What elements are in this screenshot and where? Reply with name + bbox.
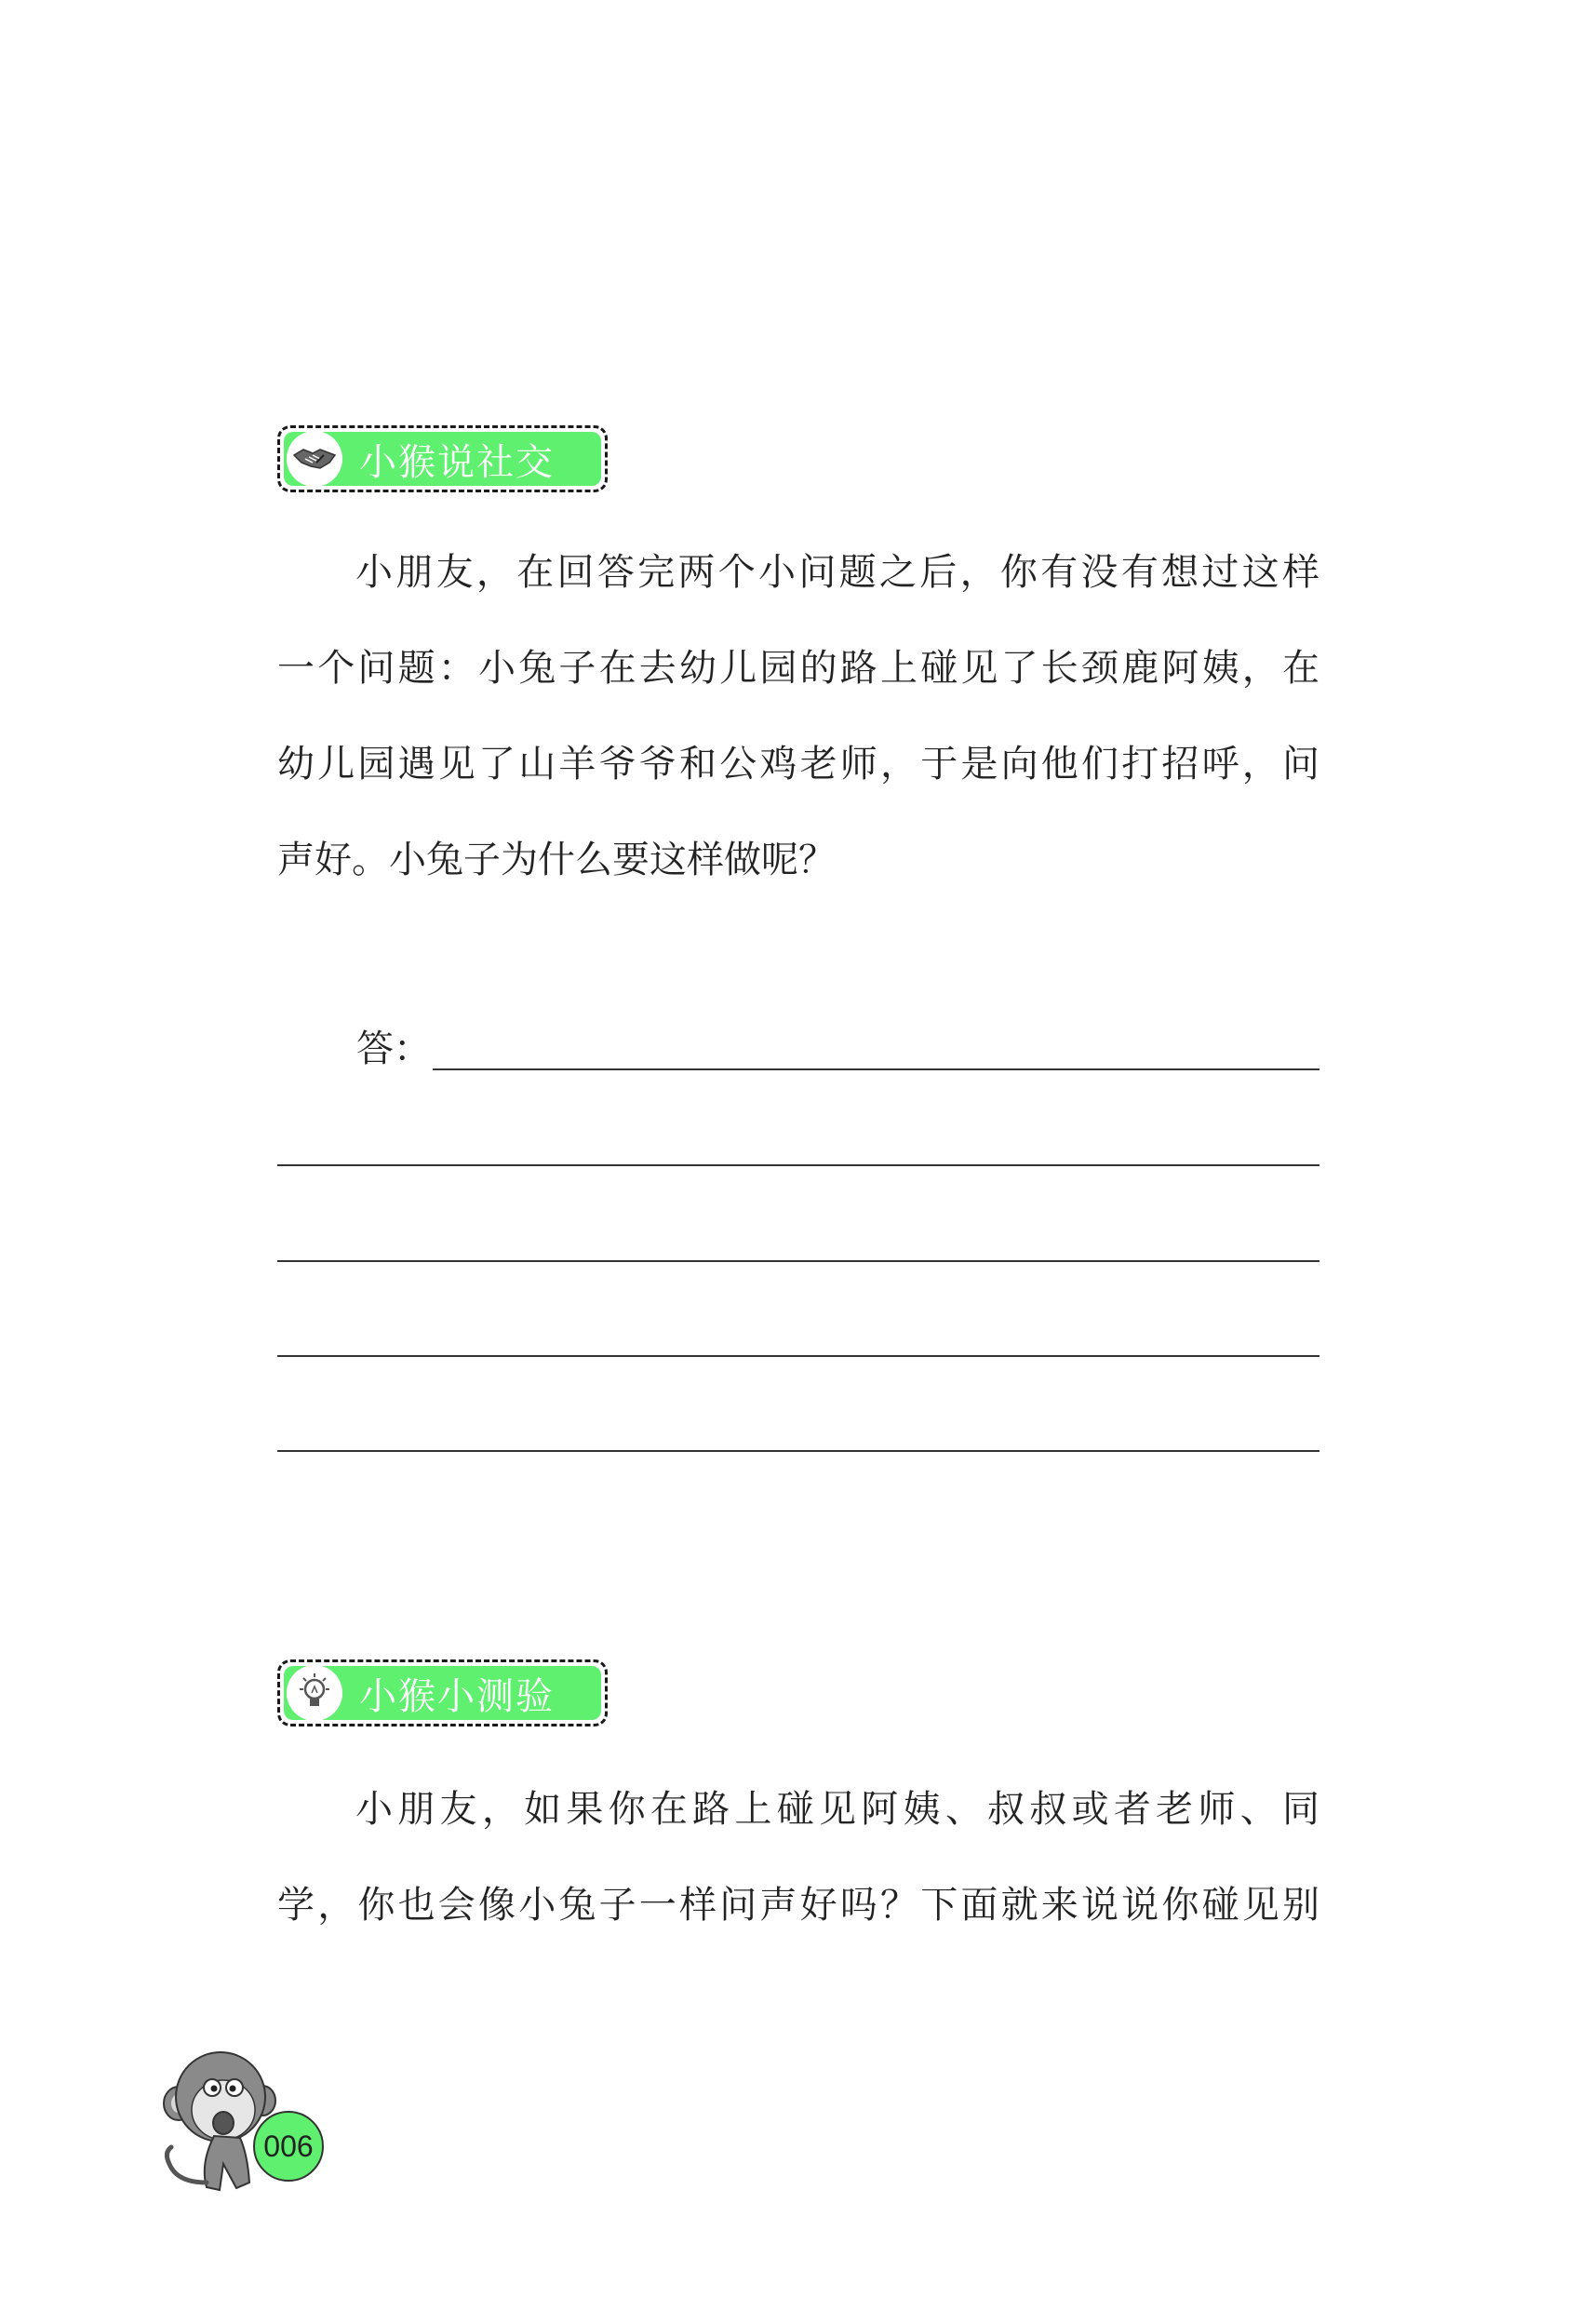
answer-line[interactable] (433, 1068, 1319, 1070)
answer-label: 答： (356, 1028, 431, 1070)
lightbulb-icon (287, 1665, 342, 1721)
section-badge-quiz (277, 1659, 608, 1726)
paragraph-line: 小朋友，在回答完两个小问题之后，你有没有想过这样 (355, 551, 1319, 594)
handshake-icon (287, 431, 342, 487)
section-title: 小猴小测验 (359, 1674, 555, 1718)
page-number: 006 (253, 2111, 324, 2182)
quiz-paragraph (277, 1762, 1319, 1954)
badge-background (284, 1666, 601, 1720)
question-paragraph (277, 525, 1319, 908)
paragraph-line: 小朋友，如果你在路上碰见阿姨、叔叔或者老师、同 (355, 1788, 1319, 1831)
answer-line[interactable] (277, 1164, 1319, 1166)
section-title: 小猴说社交 (359, 440, 555, 484)
paragraph-line: 幼儿园遇见了山羊爷爷和公鸡老师，于是向他们打招呼，问 (277, 743, 1319, 786)
answer-line[interactable] (277, 1355, 1319, 1357)
answer-line[interactable] (277, 1260, 1319, 1262)
section-badge-social (277, 425, 608, 492)
answer-line[interactable] (277, 1450, 1319, 1452)
paragraph-line: 一个问题：小兔子在去幼儿园的路上碰见了长颈鹿阿姨，在 (277, 647, 1319, 690)
paragraph-line: 声好。小兔子为什么要这样做呢？ (277, 839, 836, 881)
badge-background (284, 432, 601, 486)
paragraph-line: 学，你也会像小兔子一样问声好吗？下面就来说说你碰见别 (277, 1884, 1319, 1927)
